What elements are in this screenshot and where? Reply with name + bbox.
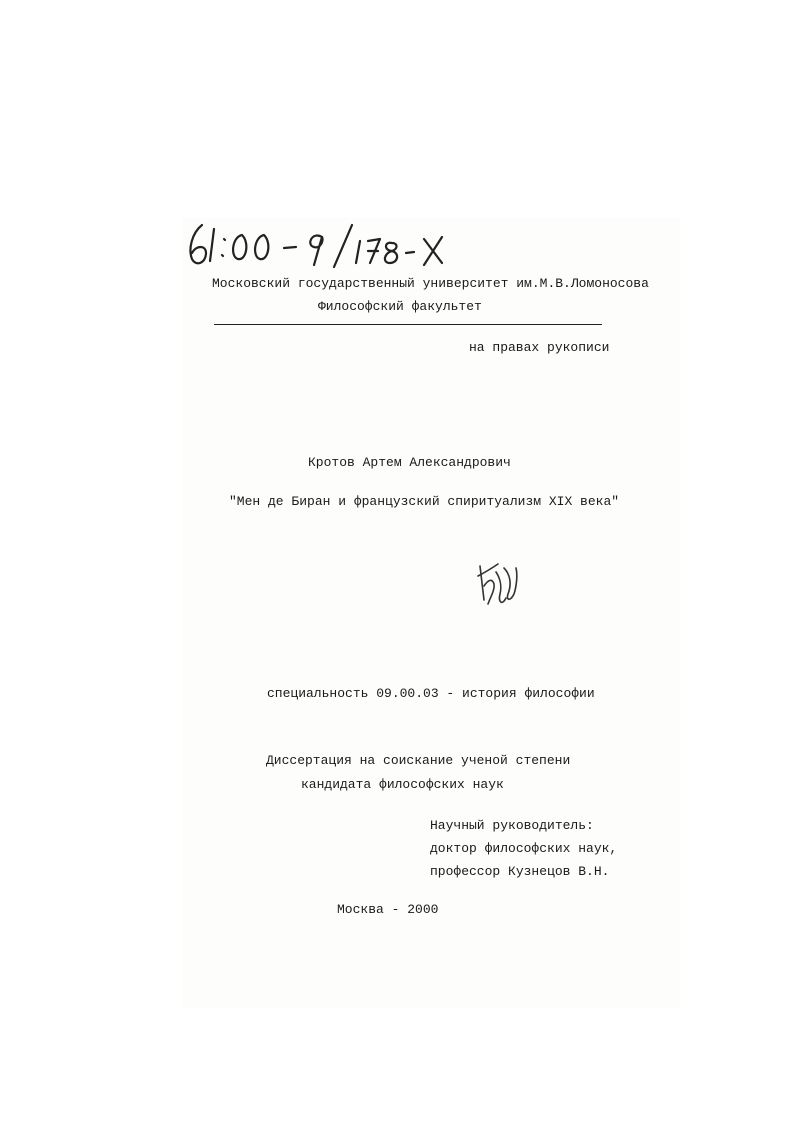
paper-sheet (182, 218, 680, 1008)
supervisor-line-2: доктор философских наук, (430, 841, 618, 856)
author-name: Кротов Артем Александрович (308, 455, 511, 470)
university-name: Московский государственный университет им.М.В.Ломоносова (212, 276, 649, 291)
specialty: специальность 09.00.03 - история философии (267, 686, 595, 701)
manuscript-note: на правах рукописи (469, 340, 610, 355)
handwritten-archive-number (184, 215, 454, 270)
dissertation-line-1: Диссертация на соискание ученой степени (266, 753, 571, 768)
supervisor-line-1: Научный руководитель: (430, 818, 594, 833)
dissertation-title: "Мен де Биран и французский спиритуализм XIX века" (229, 494, 620, 509)
supervisor-line-3: профессор Кузнецов В.Н. (430, 864, 610, 879)
signature-icon (470, 558, 530, 618)
place-year: Москва - 2000 (337, 902, 439, 917)
faculty-name: Философский факультет (318, 299, 482, 314)
header-divider (214, 324, 602, 325)
dissertation-line-2: кандидата философских наук (301, 777, 504, 792)
